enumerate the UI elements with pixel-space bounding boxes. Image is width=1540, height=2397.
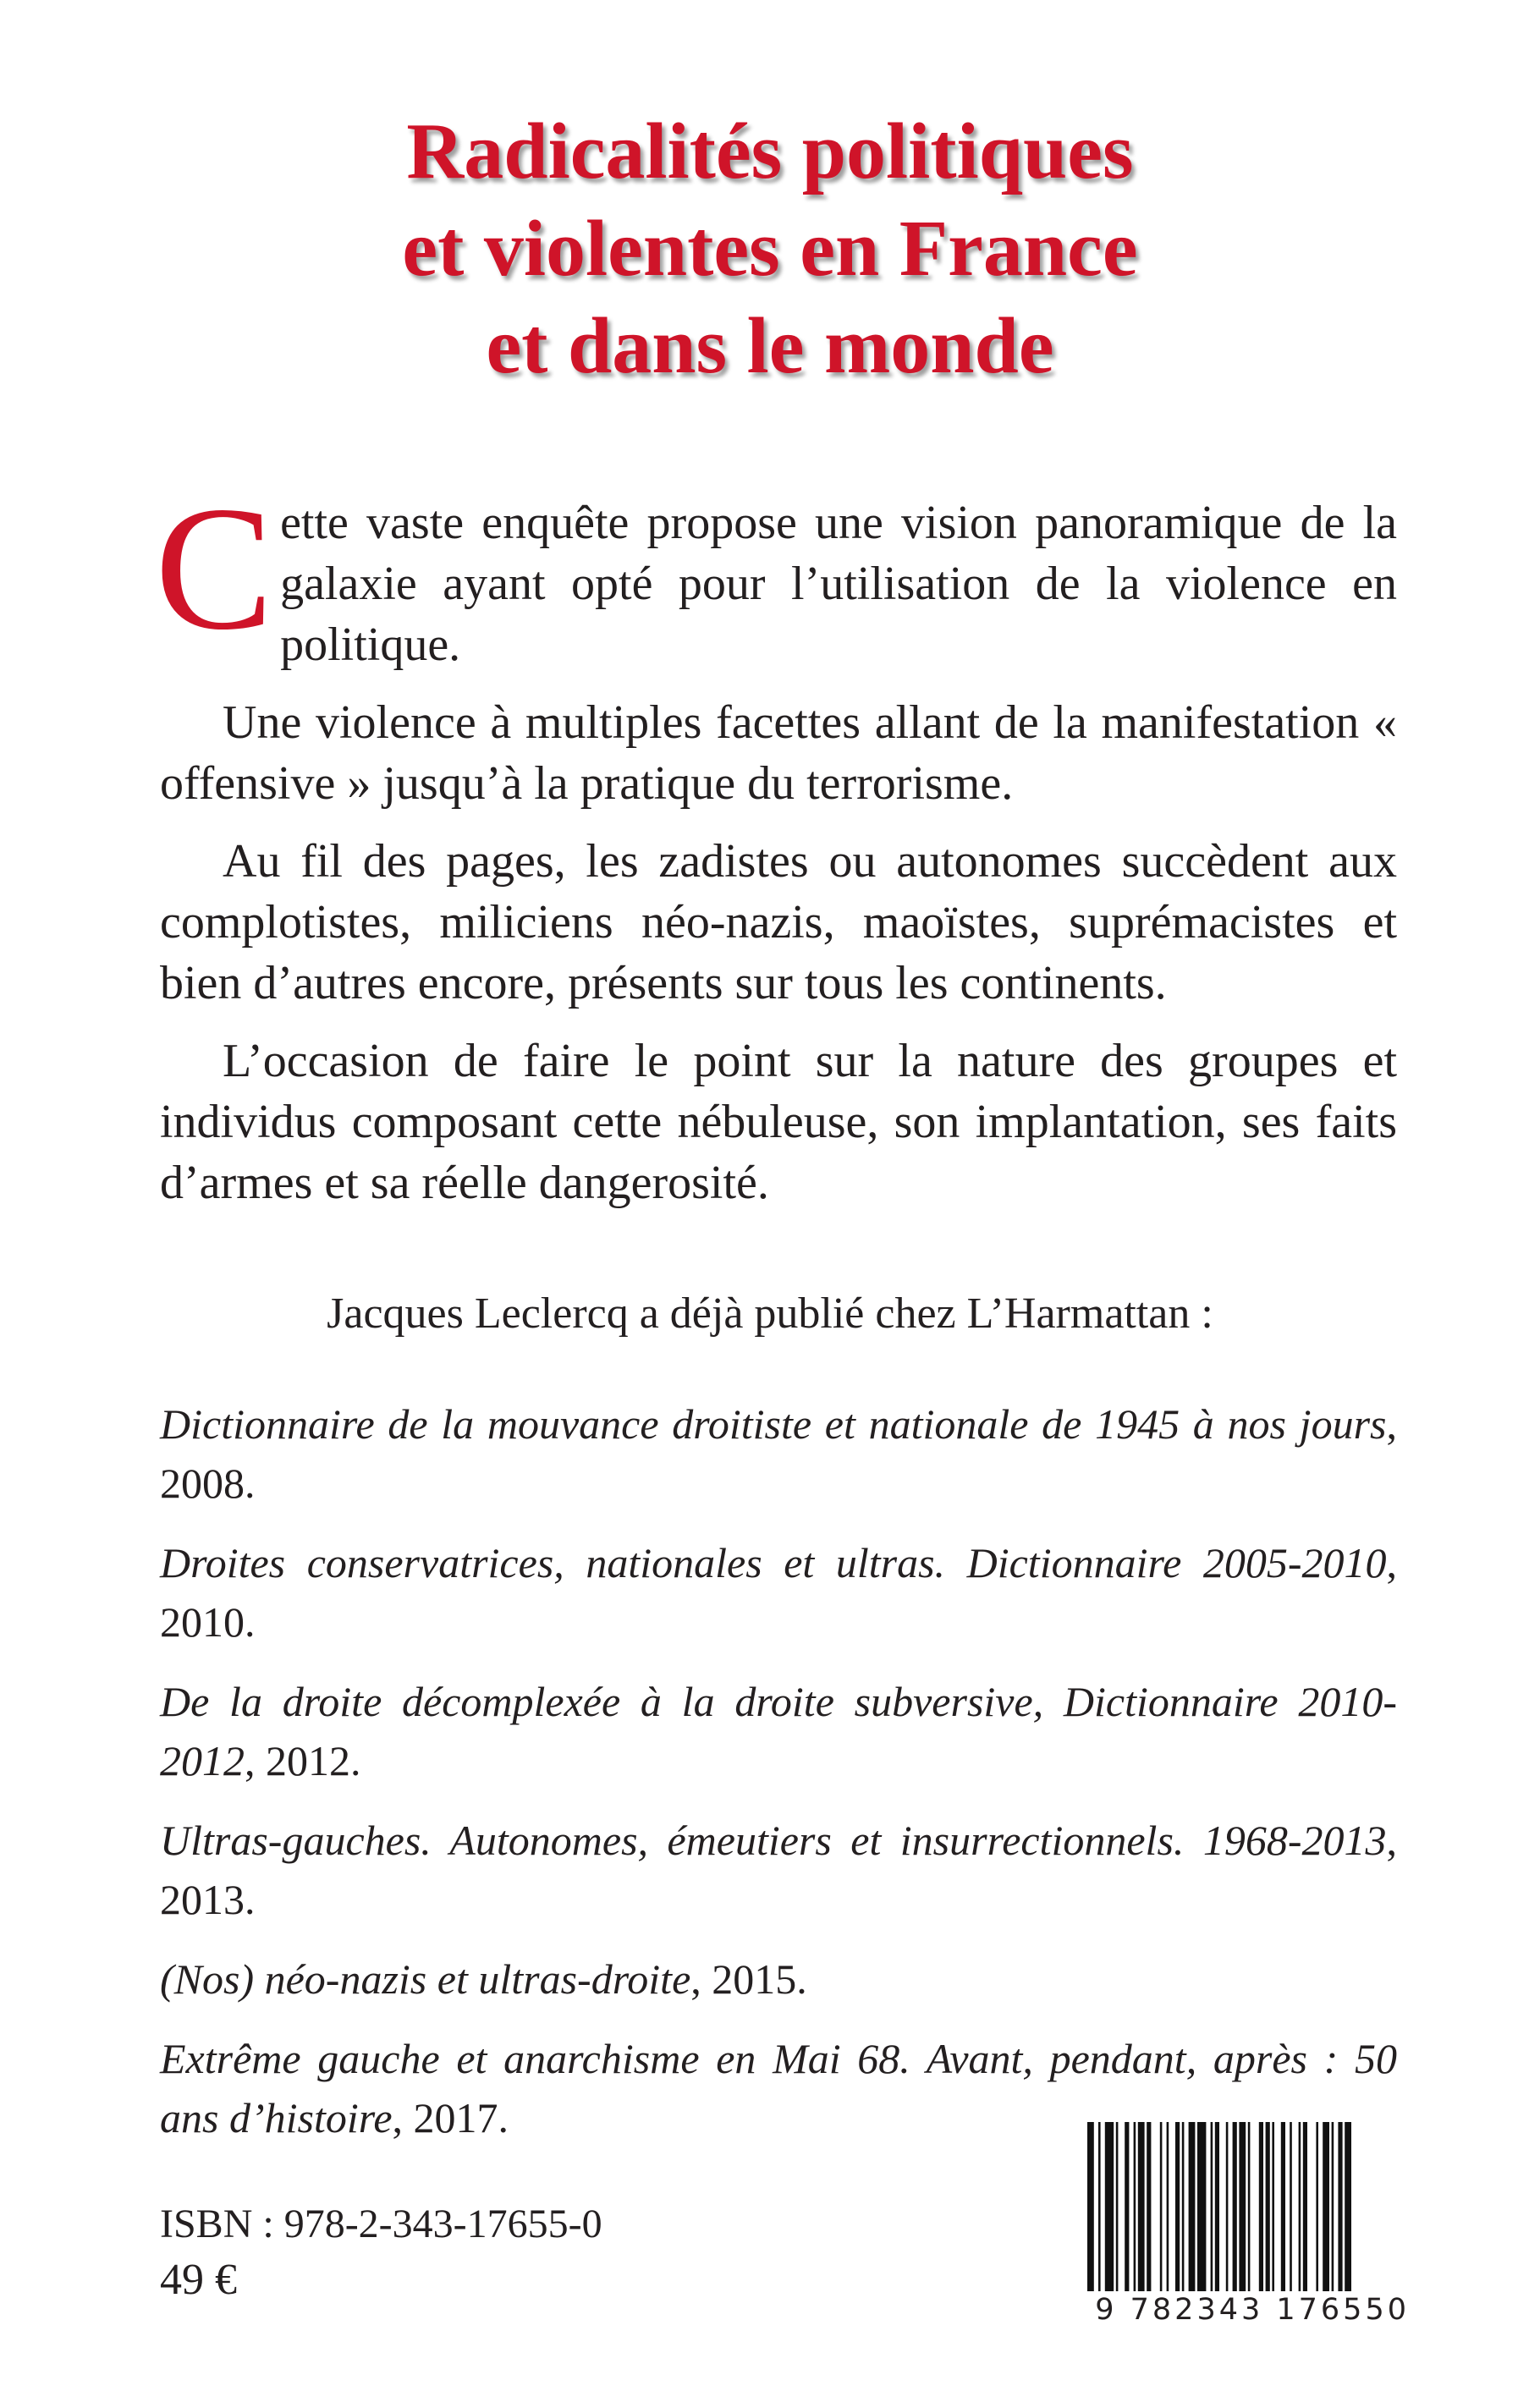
bibliography-title: Dictionnaire de la mouvance droitiste et nationale de 1945 à nos jours	[160, 1400, 1387, 1448]
bibliography-item	[160, 1533, 1397, 1652]
bibliography-list	[160, 1394, 1397, 2168]
bibliography-title: Ultras-gauches. Autonomes, émeutiers et insurrectionnels. 1968-2013	[160, 1817, 1387, 1864]
blurb-paragraph-1	[155, 470, 1397, 675]
bibliography-item	[160, 1811, 1397, 1929]
isbn-label: ISBN : 978-2-343-17655-0	[160, 2202, 602, 2246]
bibliography-item	[160, 1949, 1397, 2009]
blurb-paragraph-1-text: ette vaste enquête propose une vision panoramique de la galaxie ayant opté pour l’utilisation de la violence en politique.	[280, 497, 1397, 671]
back-cover-blurb	[155, 470, 1397, 1230]
title-line-3: et dans le monde	[486, 302, 1054, 390]
author-previous-works-heading: Jacques Leclercq a déjà publié chez L’Harmattan :	[327, 1289, 1213, 1338]
bibliography-year: , 2008.	[160, 1400, 1397, 1507]
bibliography-year: , 2010.	[160, 1539, 1397, 1646]
blurb-paragraph-3: Au fil des pages, les zadistes ou autonomes succèdent aux complotistes, miliciens néo-nazis, maoïstes, suprémacistes et bien d’autres encore, présents sur tous les continents.	[160, 835, 1397, 1009]
bibliography-title: Droites conservatrices, nationales et ultras. Dictionnaire 2005-2010	[160, 1539, 1387, 1586]
title-line-1: Radicalités politiques	[406, 107, 1134, 195]
bibliography-year: , 2012.	[245, 1737, 361, 1784]
blurb-paragraph-4: L’occasion de faire le point sur la nature des groupes et individus composant cette nébuleuse, son implantation, ses faits d’armes et sa réelle dangerosité.	[160, 1035, 1397, 1209]
price-label: 49 €	[160, 2256, 237, 2304]
blurb-paragraph-2: Une violence à multiples facettes allant de la manifestation « offensive » jusqu’à la pratique du terrorisme.	[160, 696, 1397, 810]
barcode-digits: 9 782343 176550	[1063, 2291, 1413, 2328]
bibliography-year: , 2017.	[392, 2094, 509, 2141]
title-line-2: et violentes en France	[402, 205, 1138, 293]
bibliography-title: De la droite décomplexée à la droite subversive, Dictionnaire 2010-2012	[160, 1678, 1397, 1784]
bibliography-year: , 2013.	[160, 1817, 1397, 1923]
bibliography-year: , 2015.	[690, 1955, 807, 2003]
bibliography-title: Extrême gauche et anarchisme en Mai 68. Avant, pendant, après : 50 ans d’histoire	[160, 2035, 1397, 2141]
book-title	[0, 103, 1540, 395]
drop-cap: C	[155, 470, 274, 667]
bibliography-item	[160, 1672, 1397, 1790]
bibliography-title: (Nos) néo-nazis et ultras-droite	[160, 1955, 691, 2003]
bibliography-item	[160, 1394, 1397, 1513]
